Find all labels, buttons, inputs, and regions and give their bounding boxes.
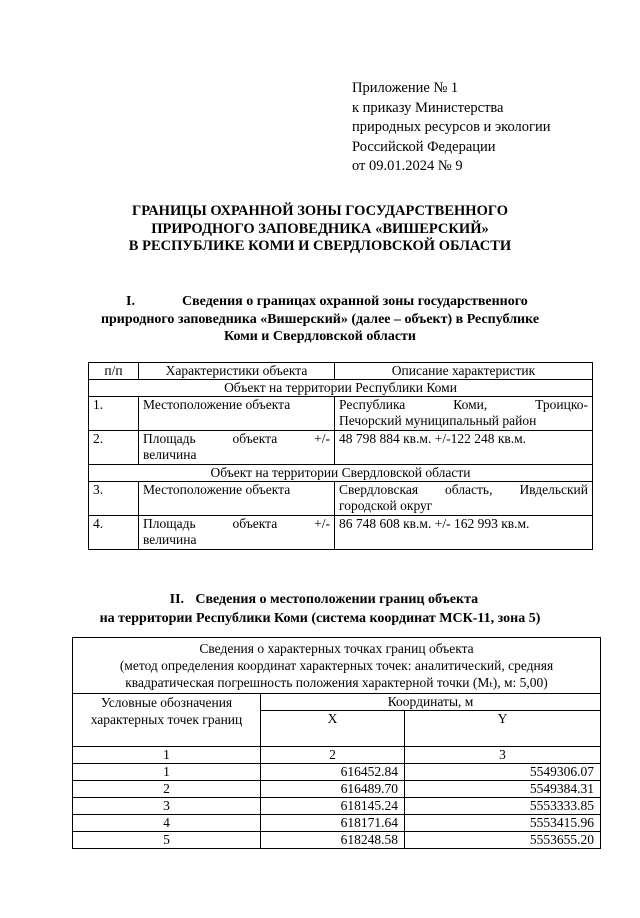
y-value: 5549306.07 <box>405 764 601 781</box>
group-label: Объект на территории Свердловской области <box>89 465 593 482</box>
index-cell: 3 <box>405 747 601 764</box>
point-id: 5 <box>73 832 261 849</box>
appendix-line: от 09.01.2024 № 9 <box>352 158 463 174</box>
characteristic-name: Местоположение объекта <box>139 397 335 431</box>
section-2-line: Сведения о местоположении границ объекта <box>195 592 479 607</box>
x-header: X <box>261 711 405 747</box>
row-number: 1. <box>89 397 139 431</box>
y-value: 5553333.85 <box>405 798 601 815</box>
table-row <box>73 764 601 781</box>
characteristic-description: Свердловская область, Ивдельский городской округ <box>335 482 593 516</box>
boundary-points-table <box>72 637 601 849</box>
x-value: 618248.58 <box>261 832 405 849</box>
section-2-heading <box>20 590 620 628</box>
caption-row <box>73 638 601 694</box>
section-1-heading <box>30 293 610 346</box>
characteristic-name: Площадь объекта +/- величина <box>139 431 335 465</box>
section-2-number: II. <box>169 592 185 607</box>
index-cell: 2 <box>261 747 405 764</box>
characteristic-name: Площадь объекта +/- величина <box>139 516 335 550</box>
y-value: 5553415.96 <box>405 815 601 832</box>
appendix-reference <box>352 79 612 177</box>
x-value: 616489.70 <box>261 781 405 798</box>
object-characteristics-table <box>88 362 593 550</box>
points-header: Условные обозначения характерных точек границ <box>73 694 261 747</box>
x-value: 616452.84 <box>261 764 405 781</box>
group-row <box>89 380 593 397</box>
appendix-line: природных ресурсов и экологии <box>352 119 551 135</box>
group-row <box>89 465 593 482</box>
row-number: 2. <box>89 431 139 465</box>
table-row <box>73 832 601 849</box>
point-id: 1 <box>73 764 261 781</box>
characteristic-description: Республика Коми, Троицко- Печорский муниципальный район <box>335 397 593 431</box>
table-row <box>73 815 601 832</box>
x-value: 618171.64 <box>261 815 405 832</box>
section-1-line: Сведения о границах охранной зоны государственного <box>182 294 528 309</box>
x-value: 618145.24 <box>261 798 405 815</box>
table-header-row <box>89 363 593 380</box>
table-row <box>89 397 593 431</box>
row-number: 3. <box>89 482 139 516</box>
header-cell: п/п <box>89 363 139 380</box>
characteristic-description: 86 748 608 кв.м. +/- 162 993 кв.м. <box>335 516 593 550</box>
point-id: 3 <box>73 798 261 815</box>
table-row <box>73 798 601 815</box>
table-row <box>89 482 593 516</box>
characteristic-description: 48 798 884 кв.м. +/-122 248 кв.м. <box>335 431 593 465</box>
table-caption: Сведения о характерных точках границ объекта (метод определения координат характерных точек: аналитический, средняя квадратическая погрешность положения характерной точки (Mₜ), м: 5,00) <box>73 638 601 694</box>
section-2-line: на территории Республики Коми (система координат МСК-11, зона 5) <box>99 611 541 626</box>
section-1-line: природного заповедника «Вишерский» (далее – объект) в Республике <box>100 311 540 327</box>
title-line: ГРАНИЦЫ ОХРАННОЙ ЗОНЫ ГОСУДАРСТВЕННОГО <box>131 203 509 219</box>
characteristic-name: Местоположение объекта <box>139 482 335 516</box>
document-title <box>20 203 620 256</box>
header-row <box>73 694 601 711</box>
title-line: В РЕСПУБЛИКЕ КОМИ И СВЕРДЛОВСКОЙ ОБЛАСТИ <box>128 238 512 254</box>
table-row <box>89 516 593 550</box>
appendix-line: Российской Федерации <box>352 138 496 155</box>
header-cell: Характеристики объекта <box>139 363 335 380</box>
y-value: 5549384.31 <box>405 781 601 798</box>
title-line: ПРИРОДНОГО ЗАПОВЕДНИКА «ВИШЕРСКИЙ» <box>151 220 489 237</box>
table-row <box>89 431 593 465</box>
group-label: Объект на территории Республики Коми <box>89 380 593 397</box>
coordinates-header: Координаты, м <box>261 694 601 711</box>
appendix-line: к приказу Министерства <box>352 99 504 116</box>
point-id: 2 <box>73 781 261 798</box>
appendix-line: Приложение № 1 <box>352 80 459 96</box>
section-1-line: Коми и Свердловской области <box>224 329 416 344</box>
row-number: 4. <box>89 516 139 550</box>
index-cell: 1 <box>73 747 261 764</box>
point-id: 4 <box>73 815 261 832</box>
table-row <box>73 781 601 798</box>
header-cell: Описание характеристик <box>335 363 593 380</box>
section-1-number: I. <box>126 294 135 309</box>
y-header: Y <box>405 711 601 747</box>
y-value: 5553655.20 <box>405 832 601 849</box>
index-row <box>73 747 601 764</box>
